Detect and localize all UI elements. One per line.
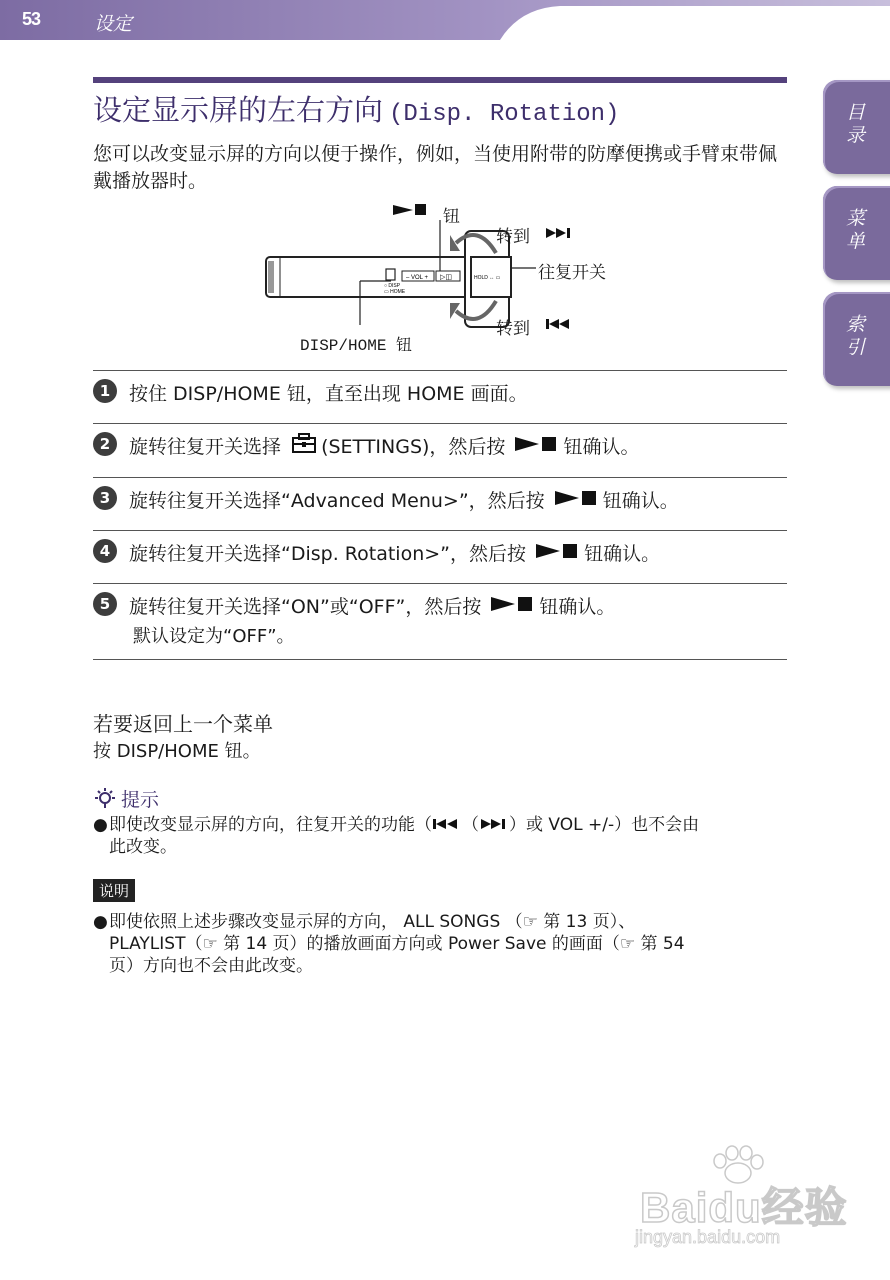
divider	[93, 530, 787, 531]
step-text: 旋转往复开关选择	[129, 436, 282, 458]
hint-text-b: （	[462, 815, 479, 835]
divider	[93, 659, 787, 660]
hint-text-c: ）或 VOL +/-）也不会由	[509, 815, 700, 835]
step-text: 旋转往复开关选择“Disp. Rotation>”，然后按	[129, 543, 527, 565]
disp-home-label: DISP/HOME 钮	[300, 337, 413, 355]
divider	[93, 477, 787, 478]
step-text: 旋转往复开关选择“Advanced Menu>”，然后按	[129, 490, 545, 512]
note-text	[93, 911, 783, 977]
step-3	[93, 486, 793, 513]
title-rule	[93, 77, 787, 83]
page-header	[0, 0, 890, 40]
step-5-default-note: 默认设定为“OFF”。	[133, 626, 295, 647]
bullet-icon: ●	[93, 912, 108, 932]
settings-toolbox-icon	[291, 432, 317, 454]
note-line-1: 即使依照上述步骤改变显示屏的方向， ALL SONGS （☞ 第 13 页）、	[109, 912, 636, 932]
note-line-2: PLAYLIST（☞ 第 14 页）的播放画面方向或 Power Save 的画面（☞ 第 54	[109, 934, 685, 954]
tab-index-label: 索引	[843, 314, 865, 360]
hint-text	[93, 814, 783, 858]
bullet-icon: ●	[93, 815, 108, 835]
intro-paragraph: 您可以改变显示屏的方向以便于操作，例如，当使用附带的防摩便携或手臂束带佩戴播放器时。	[93, 143, 778, 192]
previous-track-icon	[432, 817, 462, 831]
title-en: (Disp. Rotation)	[389, 101, 620, 128]
step-1	[93, 379, 793, 406]
step-number: 3	[93, 486, 117, 510]
step-text-after: 钮确认。	[539, 596, 616, 618]
step-5	[93, 592, 793, 619]
step-text-after: 钮确认。	[584, 543, 661, 565]
step-text: 按住 DISP/HOME 钮，直至出现 HOME 画面。	[129, 383, 528, 405]
tab-contents[interactable]	[823, 80, 890, 174]
tab-index[interactable]	[823, 292, 890, 386]
step-number: 5	[93, 592, 117, 616]
watermark-brand: Baidu经验	[640, 1184, 848, 1231]
divider	[93, 583, 787, 584]
header-band	[0, 0, 890, 40]
hint-title: 提示	[121, 789, 160, 811]
section-name: 设定	[94, 13, 133, 35]
tab-contents-label: 目录	[843, 102, 865, 148]
step-text-after: 钮确认。	[563, 436, 640, 458]
tab-menu[interactable]	[823, 186, 890, 280]
back-section-title: 若要返回上一个菜单	[93, 712, 273, 736]
vol-text: – VOL +	[406, 275, 428, 281]
step-2	[93, 432, 793, 459]
step-text-mid: (SETTINGS)，然后按	[321, 436, 506, 458]
hint-heading	[93, 785, 159, 812]
step-text: 旋转往复开关选择“ON”或“OFF”，然后按	[129, 596, 482, 618]
back-section-body: 按 DISP/HOME 钮。	[93, 741, 261, 762]
step-4	[93, 539, 793, 566]
hint-text-d: 此改变。	[109, 837, 177, 857]
baidu-watermark	[630, 1145, 850, 1255]
play-stop-icon	[491, 595, 535, 613]
play-mark: ▷◫	[440, 274, 452, 281]
play-button-label: 钮	[443, 207, 460, 227]
watermark-url: jingyan.baidu.com	[635, 1227, 781, 1247]
note-line-3: 页）方向也不会由此改变。	[109, 956, 313, 976]
hold-text: HOLD ↔ ▭	[474, 275, 501, 281]
device-diagram	[260, 195, 620, 365]
play-stop-icon	[555, 489, 599, 507]
lightbulb-icon	[93, 787, 117, 811]
back-label: 转到	[496, 319, 530, 339]
step-text-after: 钮确认。	[602, 490, 679, 512]
page-title	[93, 88, 619, 129]
play-stop-icon	[515, 435, 559, 453]
title-cn: 设定显示屏的左右方向	[93, 93, 384, 127]
play-stop-icon	[536, 542, 580, 560]
divider	[93, 370, 787, 371]
hint-text-a: 即使改变显示屏的方向，往复开关的功能（	[109, 815, 432, 835]
tab-menu-label: 菜单	[843, 208, 865, 254]
page-number: 53	[22, 9, 41, 29]
step-number: 4	[93, 539, 117, 563]
home-text: ▭ HOME	[384, 289, 406, 295]
step-number: 1	[93, 379, 117, 403]
forward-label: 转到	[496, 227, 530, 247]
divider	[93, 423, 787, 424]
step-number: 2	[93, 432, 117, 456]
shuttle-label: 往复开关	[538, 263, 606, 283]
next-track-icon	[479, 817, 509, 831]
note-badge: 说明	[93, 879, 135, 902]
disp-text: ○ DISP	[384, 283, 401, 289]
